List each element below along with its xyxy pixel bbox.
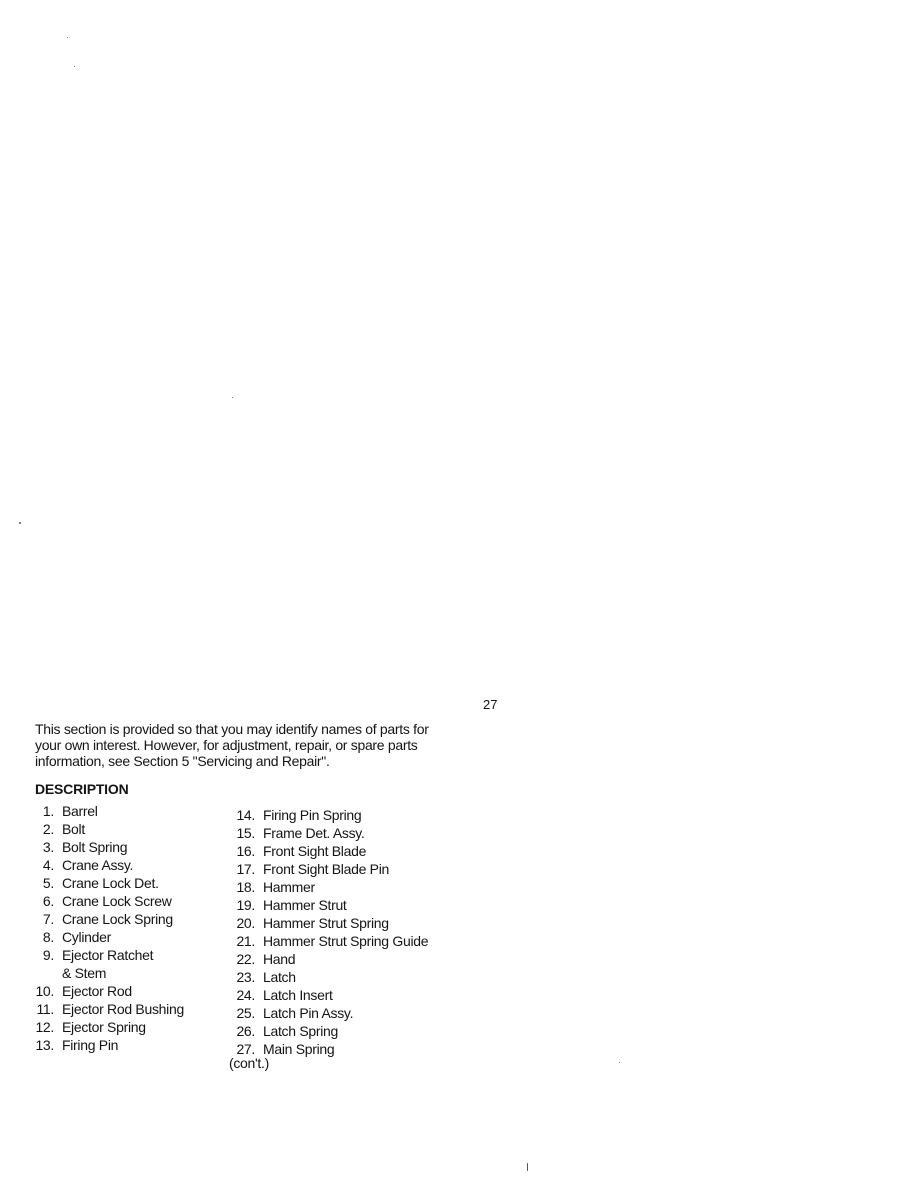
item-label: Bolt — [62, 821, 85, 837]
list-item — [30, 892, 184, 910]
item-label: Firing Pin — [62, 1037, 119, 1053]
item-number: 5. — [42, 875, 54, 891]
item-label: Ejector Ratchet — [62, 947, 154, 963]
list-item — [30, 802, 184, 820]
item-number: 11. — [36, 1001, 54, 1017]
item-number: 14. — [236, 807, 255, 823]
list-item — [30, 928, 184, 946]
list-item — [30, 964, 184, 982]
list-item — [229, 914, 428, 932]
intro-line: This section is provided so that you may identify names of parts for — [35, 721, 429, 737]
list-item — [229, 860, 428, 878]
item-number: 17. — [236, 861, 255, 877]
item-label: Latch — [263, 969, 296, 985]
item-label: Bolt Spring — [62, 839, 128, 855]
item-number: 20. — [236, 915, 255, 931]
item-number: 8. — [42, 929, 54, 945]
item-label: & Stem — [62, 965, 107, 981]
list-item — [30, 874, 184, 892]
list-item — [229, 842, 428, 860]
item-number: 15. — [236, 825, 255, 841]
list-item — [229, 950, 428, 968]
list-item — [30, 946, 184, 964]
item-label: Cylinder — [62, 929, 111, 945]
continued-note: (con't.) — [229, 1055, 269, 1071]
item-label: Frame Det. Assy. — [263, 825, 365, 841]
item-label: Front Sight Blade Pin — [263, 861, 389, 877]
item-label: Main Spring — [263, 1041, 335, 1057]
item-label: Crane Assy. — [62, 857, 134, 873]
item-label: Ejector Spring — [62, 1019, 146, 1035]
item-number: 21. — [236, 933, 255, 949]
item-label: Crane Lock Det. — [62, 875, 159, 891]
item-label: Hammer Strut Spring — [263, 915, 389, 931]
item-label: Hammer — [263, 879, 315, 895]
parts-list-right — [229, 806, 428, 1058]
item-number: 23. — [236, 969, 255, 985]
item-label: Latch Pin Assy. — [263, 1005, 354, 1021]
item-number: 22. — [236, 951, 255, 967]
list-item — [30, 856, 184, 874]
list-item — [30, 910, 184, 928]
item-number: 1. — [42, 803, 54, 819]
list-item — [229, 824, 428, 842]
item-label: Latch Spring — [263, 1023, 339, 1039]
parts-list-left — [30, 802, 184, 1054]
item-label: Latch Insert — [263, 987, 333, 1003]
item-label: Hammer Strut Spring Guide — [263, 933, 429, 949]
page-number: 27 — [483, 697, 498, 712]
scan-speck — [619, 1062, 620, 1063]
item-number: 3. — [42, 839, 54, 855]
scan-speck — [527, 1163, 528, 1171]
list-item — [30, 1036, 184, 1054]
item-label: Barrel — [62, 803, 98, 819]
list-item — [30, 820, 184, 838]
item-label: Crane Lock Screw — [62, 893, 172, 909]
list-item — [30, 1000, 184, 1018]
item-label: Hand — [263, 951, 296, 967]
scan-speck — [67, 37, 68, 38]
list-item — [30, 1018, 184, 1036]
list-item — [30, 838, 184, 856]
intro-paragraph — [35, 721, 485, 769]
item-number: 16. — [236, 843, 255, 859]
list-item — [229, 806, 428, 824]
item-number: 4. — [42, 857, 54, 873]
item-number: 6. — [42, 893, 54, 909]
list-item — [229, 1004, 428, 1022]
scan-speck — [74, 66, 75, 67]
item-number: 26. — [236, 1023, 255, 1039]
item-number: 2. — [42, 821, 54, 837]
item-number: 19. — [236, 897, 255, 913]
item-number: 18. — [236, 879, 255, 895]
intro-line: your own interest. However, for adjustment, repair, or spare parts — [35, 737, 418, 753]
list-item — [229, 878, 428, 896]
scan-speck — [19, 522, 21, 524]
list-item — [229, 932, 428, 950]
list-item — [30, 982, 184, 1000]
item-label: Crane Lock Spring — [62, 911, 173, 927]
item-number: 13. — [35, 1037, 54, 1053]
item-number: 24. — [236, 987, 255, 1003]
item-number: 12. — [35, 1019, 54, 1035]
item-label: Ejector Rod — [62, 983, 132, 999]
item-number: 9. — [42, 947, 54, 963]
list-item — [229, 986, 428, 1004]
item-label: Firing Pin Spring — [263, 807, 362, 823]
item-label: Ejector Rod Bushing — [62, 1001, 184, 1017]
item-number: 10. — [35, 983, 54, 999]
scan-speck — [232, 397, 233, 398]
intro-line: information, see Section 5 "Servicing and Repair". — [35, 753, 330, 769]
item-number: 27. — [236, 1041, 255, 1057]
list-item — [229, 1022, 428, 1040]
list-item — [229, 896, 428, 914]
item-number: 25. — [236, 1005, 255, 1021]
item-number: 7. — [42, 911, 54, 927]
item-label: Hammer Strut — [263, 897, 347, 913]
list-item — [229, 968, 428, 986]
item-label: Front Sight Blade — [263, 843, 367, 859]
description-heading: DESCRIPTION — [35, 781, 129, 797]
